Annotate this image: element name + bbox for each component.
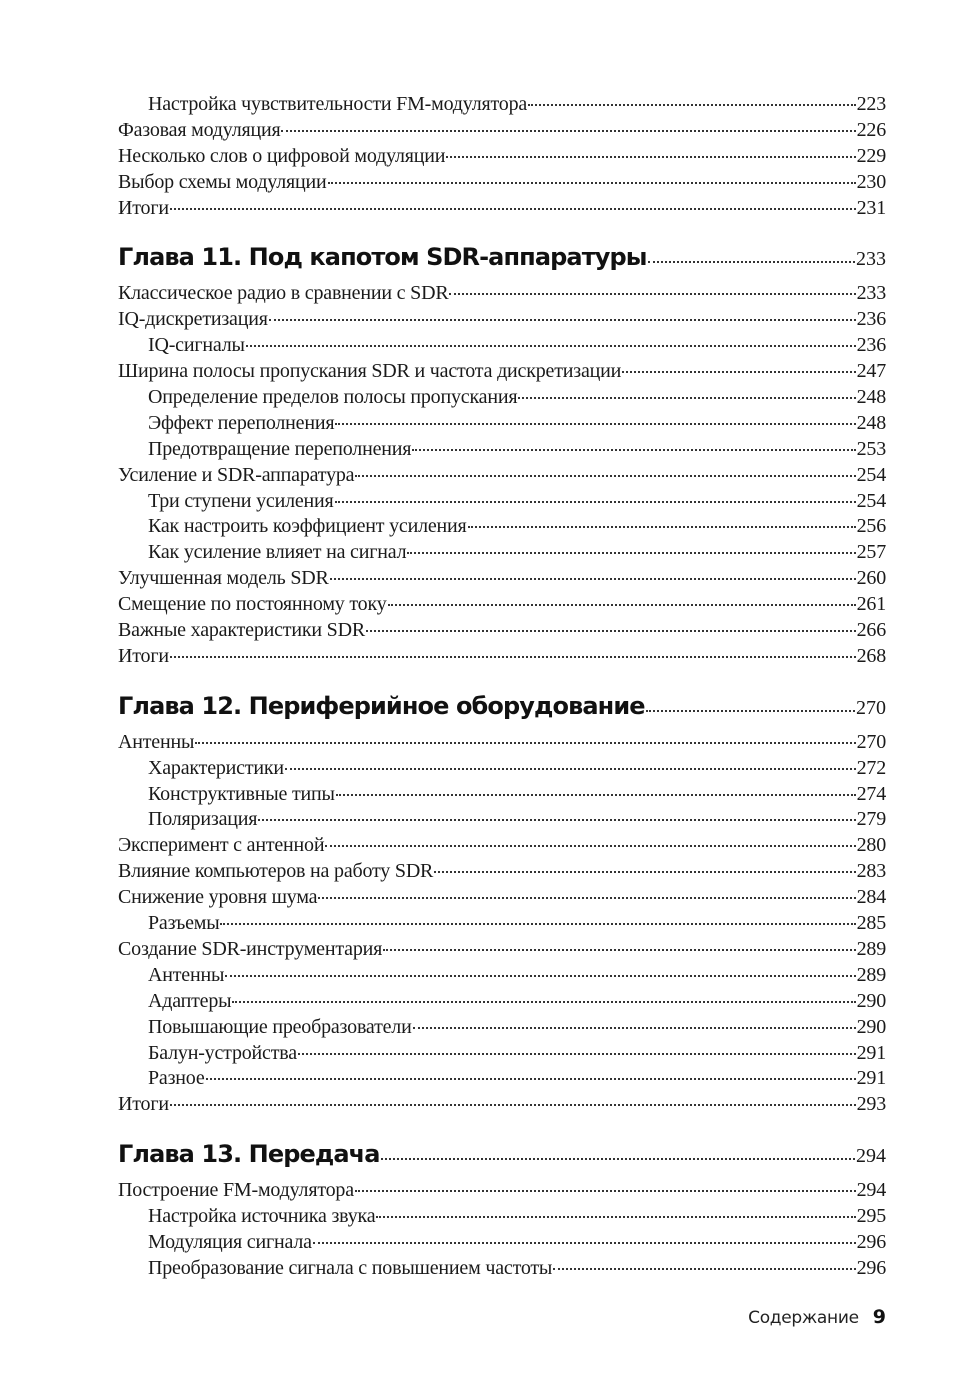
- toc-entry-title: Итоги: [118, 644, 169, 667]
- toc-entry-page: 231: [856, 196, 886, 219]
- chapter-title: Глава 12. Периферийное оборудование: [118, 691, 645, 720]
- toc-entry-page: 253: [856, 437, 886, 460]
- toc-entry-page: 291: [856, 1067, 886, 1090]
- toc-entry-title: Настройка чувствительности FM-модулятора: [148, 93, 528, 115]
- toc-entry-page: 236: [856, 334, 886, 357]
- toc-entry-title: Характеристики: [148, 756, 284, 779]
- table-of-contents: [118, 90, 886, 1280]
- toc-entry-page: 223: [856, 93, 886, 115]
- toc-entry-page: 290: [856, 1015, 886, 1038]
- toc-entry-title: Ширина полосы пропускания SDR и частота дискретизации: [118, 360, 622, 383]
- dot-leader: [381, 1146, 855, 1162]
- dot-leader: [318, 883, 855, 903]
- chapter-page: 294: [856, 1145, 886, 1168]
- dot-leader: [434, 857, 855, 877]
- toc-entry-page: 274: [856, 782, 886, 805]
- toc-entry[interactable]: [118, 142, 886, 168]
- toc-entry-page: 291: [856, 1041, 886, 1064]
- toc-entry-title: Поляризация: [148, 808, 258, 831]
- toc-entry-page: 230: [856, 170, 886, 193]
- toc-entry-page: 296: [856, 1230, 886, 1253]
- toc-chapter-11: [118, 241, 886, 667]
- dot-leader: [195, 728, 855, 748]
- toc-entry[interactable]: [118, 564, 886, 590]
- toc-entry-title: Итоги: [118, 1093, 169, 1116]
- toc-chapter-13: [118, 1138, 886, 1280]
- toc-entry[interactable]: [118, 357, 886, 383]
- toc-entry-page: 270: [856, 730, 886, 753]
- toc-entry[interactable]: [118, 754, 886, 780]
- dot-leader: [225, 961, 855, 981]
- dot-leader: [313, 1228, 856, 1248]
- chapter-heading[interactable]: [118, 1138, 886, 1170]
- dot-leader: [528, 90, 856, 110]
- dot-leader: [335, 487, 856, 507]
- toc-entry-page: 254: [856, 489, 886, 512]
- toc-entry-page: 226: [856, 118, 886, 141]
- toc-entry-title: Эффект переполнения: [148, 411, 335, 434]
- toc-entry[interactable]: [118, 305, 886, 331]
- dot-leader: [246, 331, 856, 351]
- dot-leader: [648, 249, 855, 265]
- dot-leader: [220, 909, 855, 929]
- dot-leader: [281, 116, 855, 136]
- dot-leader: [622, 357, 855, 377]
- dot-leader: [355, 1176, 856, 1196]
- dot-leader: [170, 1090, 856, 1110]
- dot-leader: [232, 987, 855, 1007]
- dot-leader: [412, 435, 855, 455]
- toc-entry-page: 236: [856, 308, 886, 331]
- chapter-heading[interactable]: [118, 690, 886, 722]
- toc-entry-title: Снижение уровня шума: [118, 886, 318, 909]
- dot-leader: [298, 1039, 856, 1059]
- toc-entry-title: IQ-дискретизация: [118, 308, 268, 331]
- toc-entry-title: Построение FM-модулятора: [118, 1179, 354, 1202]
- toc-entry-title: Классическое радио в сравнении с SDR: [118, 282, 449, 305]
- dot-leader: [269, 305, 856, 325]
- toc-entry-page: 289: [856, 937, 886, 960]
- toc-entry-title: Предотвращение переполнения: [148, 437, 412, 460]
- toc-entry[interactable]: [118, 194, 886, 220]
- toc-entry-title: IQ-сигналы: [148, 334, 245, 357]
- toc-entry[interactable]: [118, 1039, 886, 1065]
- dot-leader: [170, 194, 856, 214]
- toc-entry-page: 254: [856, 463, 886, 486]
- dot-leader: [336, 780, 856, 800]
- toc-entry[interactable]: [118, 1254, 886, 1280]
- dot-leader: [285, 754, 856, 774]
- toc-entry-page: 279: [856, 808, 886, 831]
- toc-continuation-block: [118, 90, 886, 219]
- toc-entry-title: Разное: [148, 1067, 205, 1090]
- toc-entry-title: Как настроить коэффициент усиления: [148, 515, 467, 538]
- dot-leader: [407, 538, 855, 558]
- dot-leader: [446, 142, 855, 162]
- toc-entry-page: 280: [856, 834, 886, 857]
- chapter-heading[interactable]: [118, 241, 886, 273]
- dot-leader: [328, 168, 856, 188]
- toc-entry-page: 256: [856, 515, 886, 538]
- toc-entry-page: 283: [856, 860, 886, 883]
- toc-entry[interactable]: [118, 1090, 886, 1116]
- toc-entry-page: 289: [856, 963, 886, 986]
- toc-entry-title: Три ступени усиления: [148, 489, 334, 512]
- toc-entry-page: 294: [856, 1179, 886, 1202]
- toc-entry-title: Настройка источника звука: [148, 1205, 376, 1228]
- toc-entry[interactable]: [118, 1176, 886, 1202]
- toc-entry-title: Несколько слов о цифровой модуляции: [118, 144, 446, 167]
- toc-entry-page: 233: [856, 282, 886, 305]
- toc-entry-title: Повышающие преобразователи: [148, 1015, 412, 1038]
- toc-entry[interactable]: [118, 883, 886, 909]
- toc-entry-page: 260: [856, 567, 886, 590]
- running-footer-label: Содержание: [748, 1308, 859, 1328]
- toc-entry[interactable]: [118, 409, 886, 435]
- toc-entry[interactable]: [118, 909, 886, 935]
- toc-entry[interactable]: [118, 168, 886, 194]
- toc-entry-page: 229: [856, 144, 886, 167]
- dot-leader: [325, 831, 855, 851]
- toc-entry[interactable]: [118, 1013, 886, 1039]
- chapter-page: 270: [856, 696, 886, 719]
- toc-entry[interactable]: [118, 1064, 886, 1090]
- toc-entry[interactable]: [118, 728, 886, 754]
- toc-entry[interactable]: [118, 780, 886, 806]
- toc-entry-title: Создание SDR-инструментария: [118, 937, 383, 960]
- toc-entry[interactable]: [118, 90, 886, 116]
- toc-entry-title: Антенны: [118, 730, 195, 753]
- dot-leader: [553, 1254, 855, 1274]
- toc-entry-title: Фазовая модуляция: [118, 118, 281, 141]
- dot-leader: [413, 1013, 856, 1033]
- page-footer: [748, 1306, 886, 1328]
- toc-entry[interactable]: [118, 616, 886, 642]
- toc-entry[interactable]: [118, 857, 886, 883]
- toc-entry[interactable]: [118, 935, 886, 961]
- toc-entry-page: 295: [856, 1205, 886, 1228]
- dot-leader: [388, 590, 856, 610]
- toc-entry[interactable]: [118, 435, 886, 461]
- toc-entry[interactable]: [118, 461, 886, 487]
- toc-entry-title: Смещение по постоянному току: [118, 593, 387, 616]
- toc-entry-page: 248: [856, 386, 886, 409]
- toc-entry-page: 268: [856, 644, 886, 667]
- toc-entry-title: Конструктивные типы: [148, 782, 335, 805]
- toc-entry[interactable]: [118, 642, 886, 668]
- toc-entry-title: Влияние компьютеров на работу SDR: [118, 860, 434, 883]
- dot-leader: [355, 461, 855, 481]
- toc-entry-title: Адаптеры: [148, 989, 232, 1012]
- dot-leader: [518, 383, 855, 403]
- toc-entry-title: Разъемы: [148, 912, 220, 935]
- chapter-title: Глава 13. Передача: [118, 1140, 380, 1169]
- toc-entry-page: 296: [856, 1256, 886, 1279]
- toc-entry[interactable]: [118, 590, 886, 616]
- dot-leader: [330, 564, 856, 584]
- toc-entry[interactable]: [118, 331, 886, 357]
- toc-entry-title: Антенны: [148, 963, 225, 986]
- toc-entry-page: 266: [856, 619, 886, 642]
- dot-leader: [206, 1064, 856, 1084]
- toc-entry-title: Улучшенная модель SDR: [118, 567, 329, 590]
- toc-entry-page: 284: [856, 886, 886, 909]
- toc-entry[interactable]: [118, 383, 886, 409]
- toc-entry-title: Балун-устройства: [148, 1041, 297, 1064]
- toc-entry[interactable]: [118, 831, 886, 857]
- toc-entry-title: Итоги: [118, 196, 169, 219]
- toc-entry[interactable]: [118, 538, 886, 564]
- toc-entry-page: 257: [856, 541, 886, 564]
- dot-leader: [383, 935, 855, 955]
- toc-entry-page: 261: [856, 593, 886, 616]
- toc-entry-page: 293: [856, 1093, 886, 1116]
- dot-leader: [170, 642, 856, 662]
- toc-entry[interactable]: [118, 1228, 886, 1254]
- toc-entry[interactable]: [118, 805, 886, 831]
- chapter-title: Глава 11. Под капотом SDR-аппаратуры: [118, 243, 647, 272]
- toc-entry-title: Модуляция сигнала: [148, 1230, 312, 1253]
- toc-chapter-12: [118, 690, 886, 1116]
- toc-entry-page: 247: [856, 360, 886, 383]
- toc-entry-title: Выбор схемы модуляции: [118, 170, 327, 193]
- toc-entry-page: 248: [856, 411, 886, 434]
- toc-entry-title: Преобразование сигнала с повышением частоты: [148, 1256, 553, 1279]
- dot-leader: [366, 616, 856, 636]
- dot-leader: [646, 698, 855, 714]
- toc-entry-title: Определение пределов полосы пропускания: [148, 386, 518, 409]
- dot-leader: [468, 512, 856, 532]
- dot-leader: [258, 805, 855, 825]
- dot-leader: [449, 279, 855, 299]
- page-number: 9: [872, 1306, 886, 1328]
- toc-entry-page: 290: [856, 989, 886, 1012]
- chapter-page: 233: [856, 248, 886, 271]
- dot-leader: [376, 1202, 855, 1222]
- toc-entry-title: Эксперимент с антенной: [118, 834, 325, 857]
- toc-entry[interactable]: [118, 1202, 886, 1228]
- toc-entry[interactable]: [118, 116, 886, 142]
- toc-entry-page: 272: [856, 756, 886, 779]
- toc-entry[interactable]: [118, 487, 886, 513]
- toc-entry[interactable]: [118, 987, 886, 1013]
- toc-entry-title: Как усиление влияет на сигнал: [148, 541, 407, 564]
- toc-entry[interactable]: [118, 512, 886, 538]
- toc-entry-title: Важные характеристики SDR: [118, 619, 365, 642]
- dot-leader: [335, 409, 855, 429]
- toc-entry[interactable]: [118, 961, 886, 987]
- toc-entry[interactable]: [118, 279, 886, 305]
- toc-entry-title: Усиление и SDR-аппаратура: [118, 463, 355, 486]
- toc-entry-page: 285: [856, 912, 886, 935]
